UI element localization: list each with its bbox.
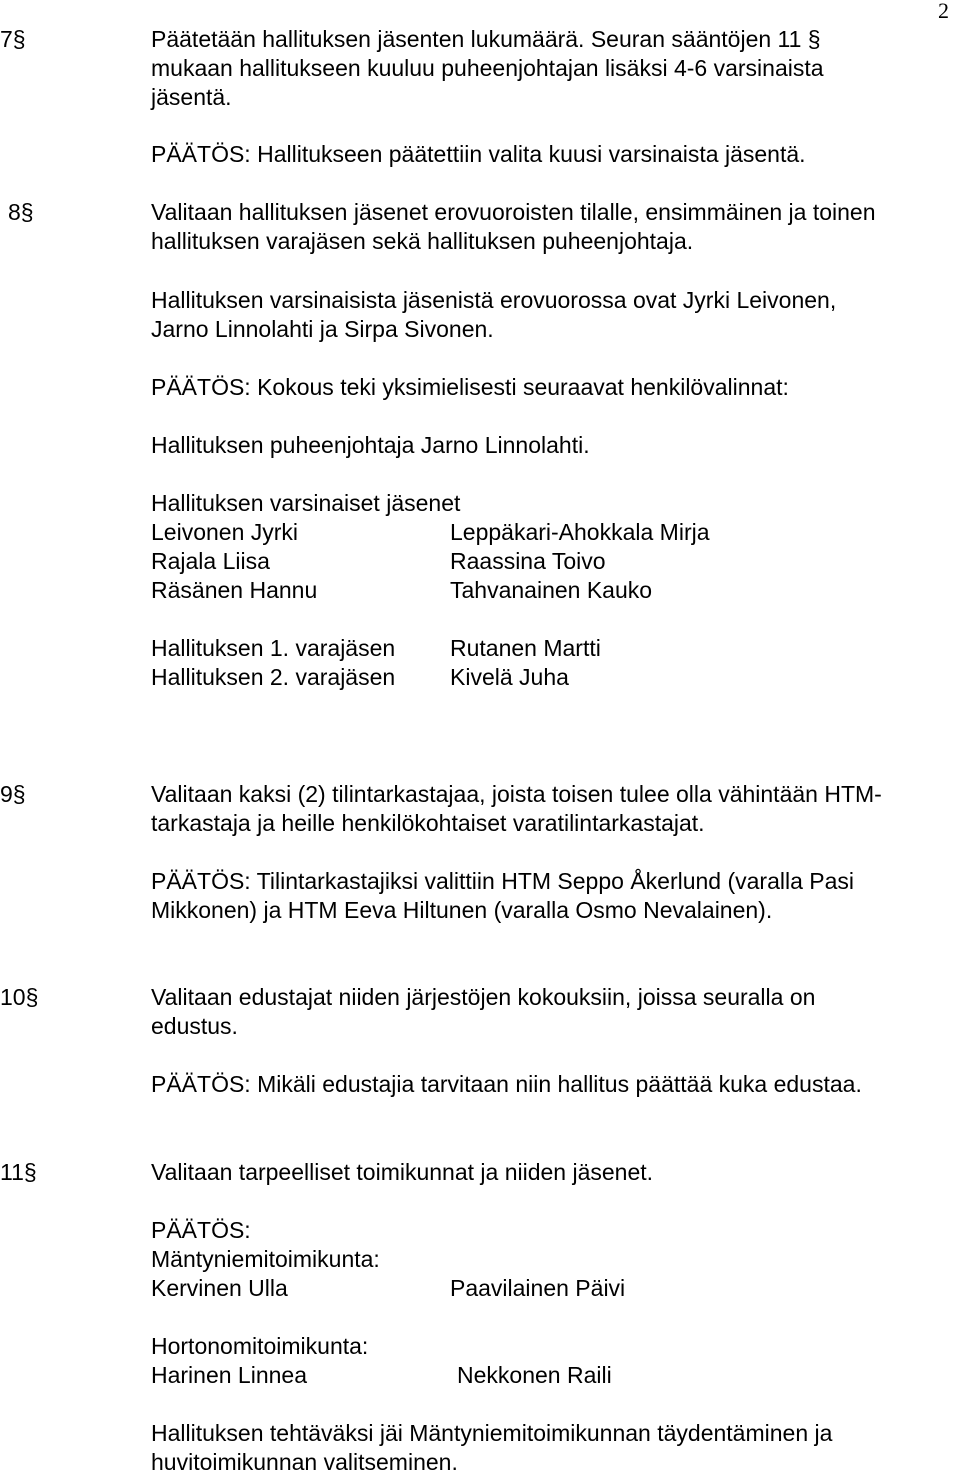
section-number: 7§ xyxy=(0,26,26,52)
member-name: Leivonen Jyrki xyxy=(151,519,299,545)
paragraph-line: Valitaan hallituksen jäsenet erovuoroisten tilalle, ensimmäinen ja toinen xyxy=(151,199,876,225)
decision-line: PÄÄTÖS: Tilintarkastajiksi valittiin HTM Seppo Åkerlund (varalla Pasi xyxy=(151,868,855,894)
section-number: 9§ xyxy=(0,781,26,807)
member-name: Tahvanainen Kauko xyxy=(450,577,653,603)
committee-heading: Hortonomitoimikunta: xyxy=(151,1333,369,1359)
section-number: 11§ xyxy=(0,1159,37,1185)
committee-heading: Mäntyniemitoimikunta: xyxy=(151,1246,380,1272)
paragraph-line: Hallituksen tehtäväksi jäi Mäntyniemitoimikunnan täydentäminen ja xyxy=(151,1420,833,1446)
member-name: Rajala Liisa xyxy=(151,548,270,574)
decision-line: Mikkonen) ja HTM Eeva Hiltunen (varalla Osmo Nevalainen). xyxy=(151,897,773,923)
members-heading: Hallituksen varsinaiset jäsenet xyxy=(151,490,461,516)
paragraph-line: Valitaan edustajat niiden järjestöjen kokouksiin, joissa seuralla on xyxy=(151,984,816,1010)
member-name: Raassina Toivo xyxy=(450,548,606,574)
member-name: Räsänen Hannu xyxy=(151,577,318,603)
member-name: Leppäkari-Ahokkala Mirja xyxy=(450,519,710,545)
paragraph-line: jäsentä. xyxy=(151,84,232,110)
paragraph-line: Hallituksen puheenjohtaja Jarno Linnolahti. xyxy=(151,432,590,458)
paragraph-line: edustus. xyxy=(151,1013,238,1039)
member-name: Paavilainen Päivi xyxy=(450,1275,626,1301)
deputy-name: Kivelä Juha xyxy=(450,664,569,690)
decision-line: PÄÄTÖS: Kokous teki yksimielisesti seuraavat henkilövalinnat: xyxy=(151,374,789,400)
deputy-role: Hallituksen 1. varajäsen xyxy=(151,635,396,661)
section-number: 10§ xyxy=(0,984,39,1010)
paragraph-line: Hallituksen varsinaisista jäsenistä erovuorossa ovat Jyrki Leivonen, xyxy=(151,287,837,313)
paragraph-line: Valitaan tarpeelliset toimikunnat ja niiden jäsenet. xyxy=(151,1159,654,1185)
deputy-role: Hallituksen 2. varajäsen xyxy=(151,664,396,690)
paragraph-line: huvitoimikunnan valitseminen. xyxy=(151,1449,458,1475)
paragraph-line: mukaan hallitukseen kuuluu puheenjohtajan lisäksi 4-6 varsinaista xyxy=(151,55,824,81)
member-name: Nekkonen Raili xyxy=(457,1362,612,1388)
paragraph-line: Päätetään hallituksen jäsenten lukumäärä. Seuran sääntöjen 11 § xyxy=(151,26,821,52)
paragraph-line: hallituksen varajäsen sekä hallituksen puheenjohtaja. xyxy=(151,228,694,254)
member-name: Kervinen Ulla xyxy=(151,1275,288,1301)
paragraph-line: Jarno Linnolahti ja Sirpa Sivonen. xyxy=(151,316,494,342)
paragraph-line: tarkastaja ja heille henkilökohtaiset varatilintarkastajat. xyxy=(151,810,705,836)
section-number: 8§ xyxy=(8,199,34,225)
deputy-name: Rutanen Martti xyxy=(450,635,601,661)
paragraph-line: Valitaan kaksi (2) tilintarkastajaa, joista toisen tulee olla vähintään HTM- xyxy=(151,781,882,807)
page-number: 2 xyxy=(938,0,949,23)
member-name: Harinen Linnea xyxy=(151,1362,308,1388)
decision-line: PÄÄTÖS: xyxy=(151,1217,251,1243)
decision-line: PÄÄTÖS: Hallitukseen päätettiin valita kuusi varsinaista jäsentä. xyxy=(151,141,806,167)
decision-line: PÄÄTÖS: Mikäli edustajia tarvitaan niin hallitus päättää kuka edustaa. xyxy=(151,1071,862,1097)
